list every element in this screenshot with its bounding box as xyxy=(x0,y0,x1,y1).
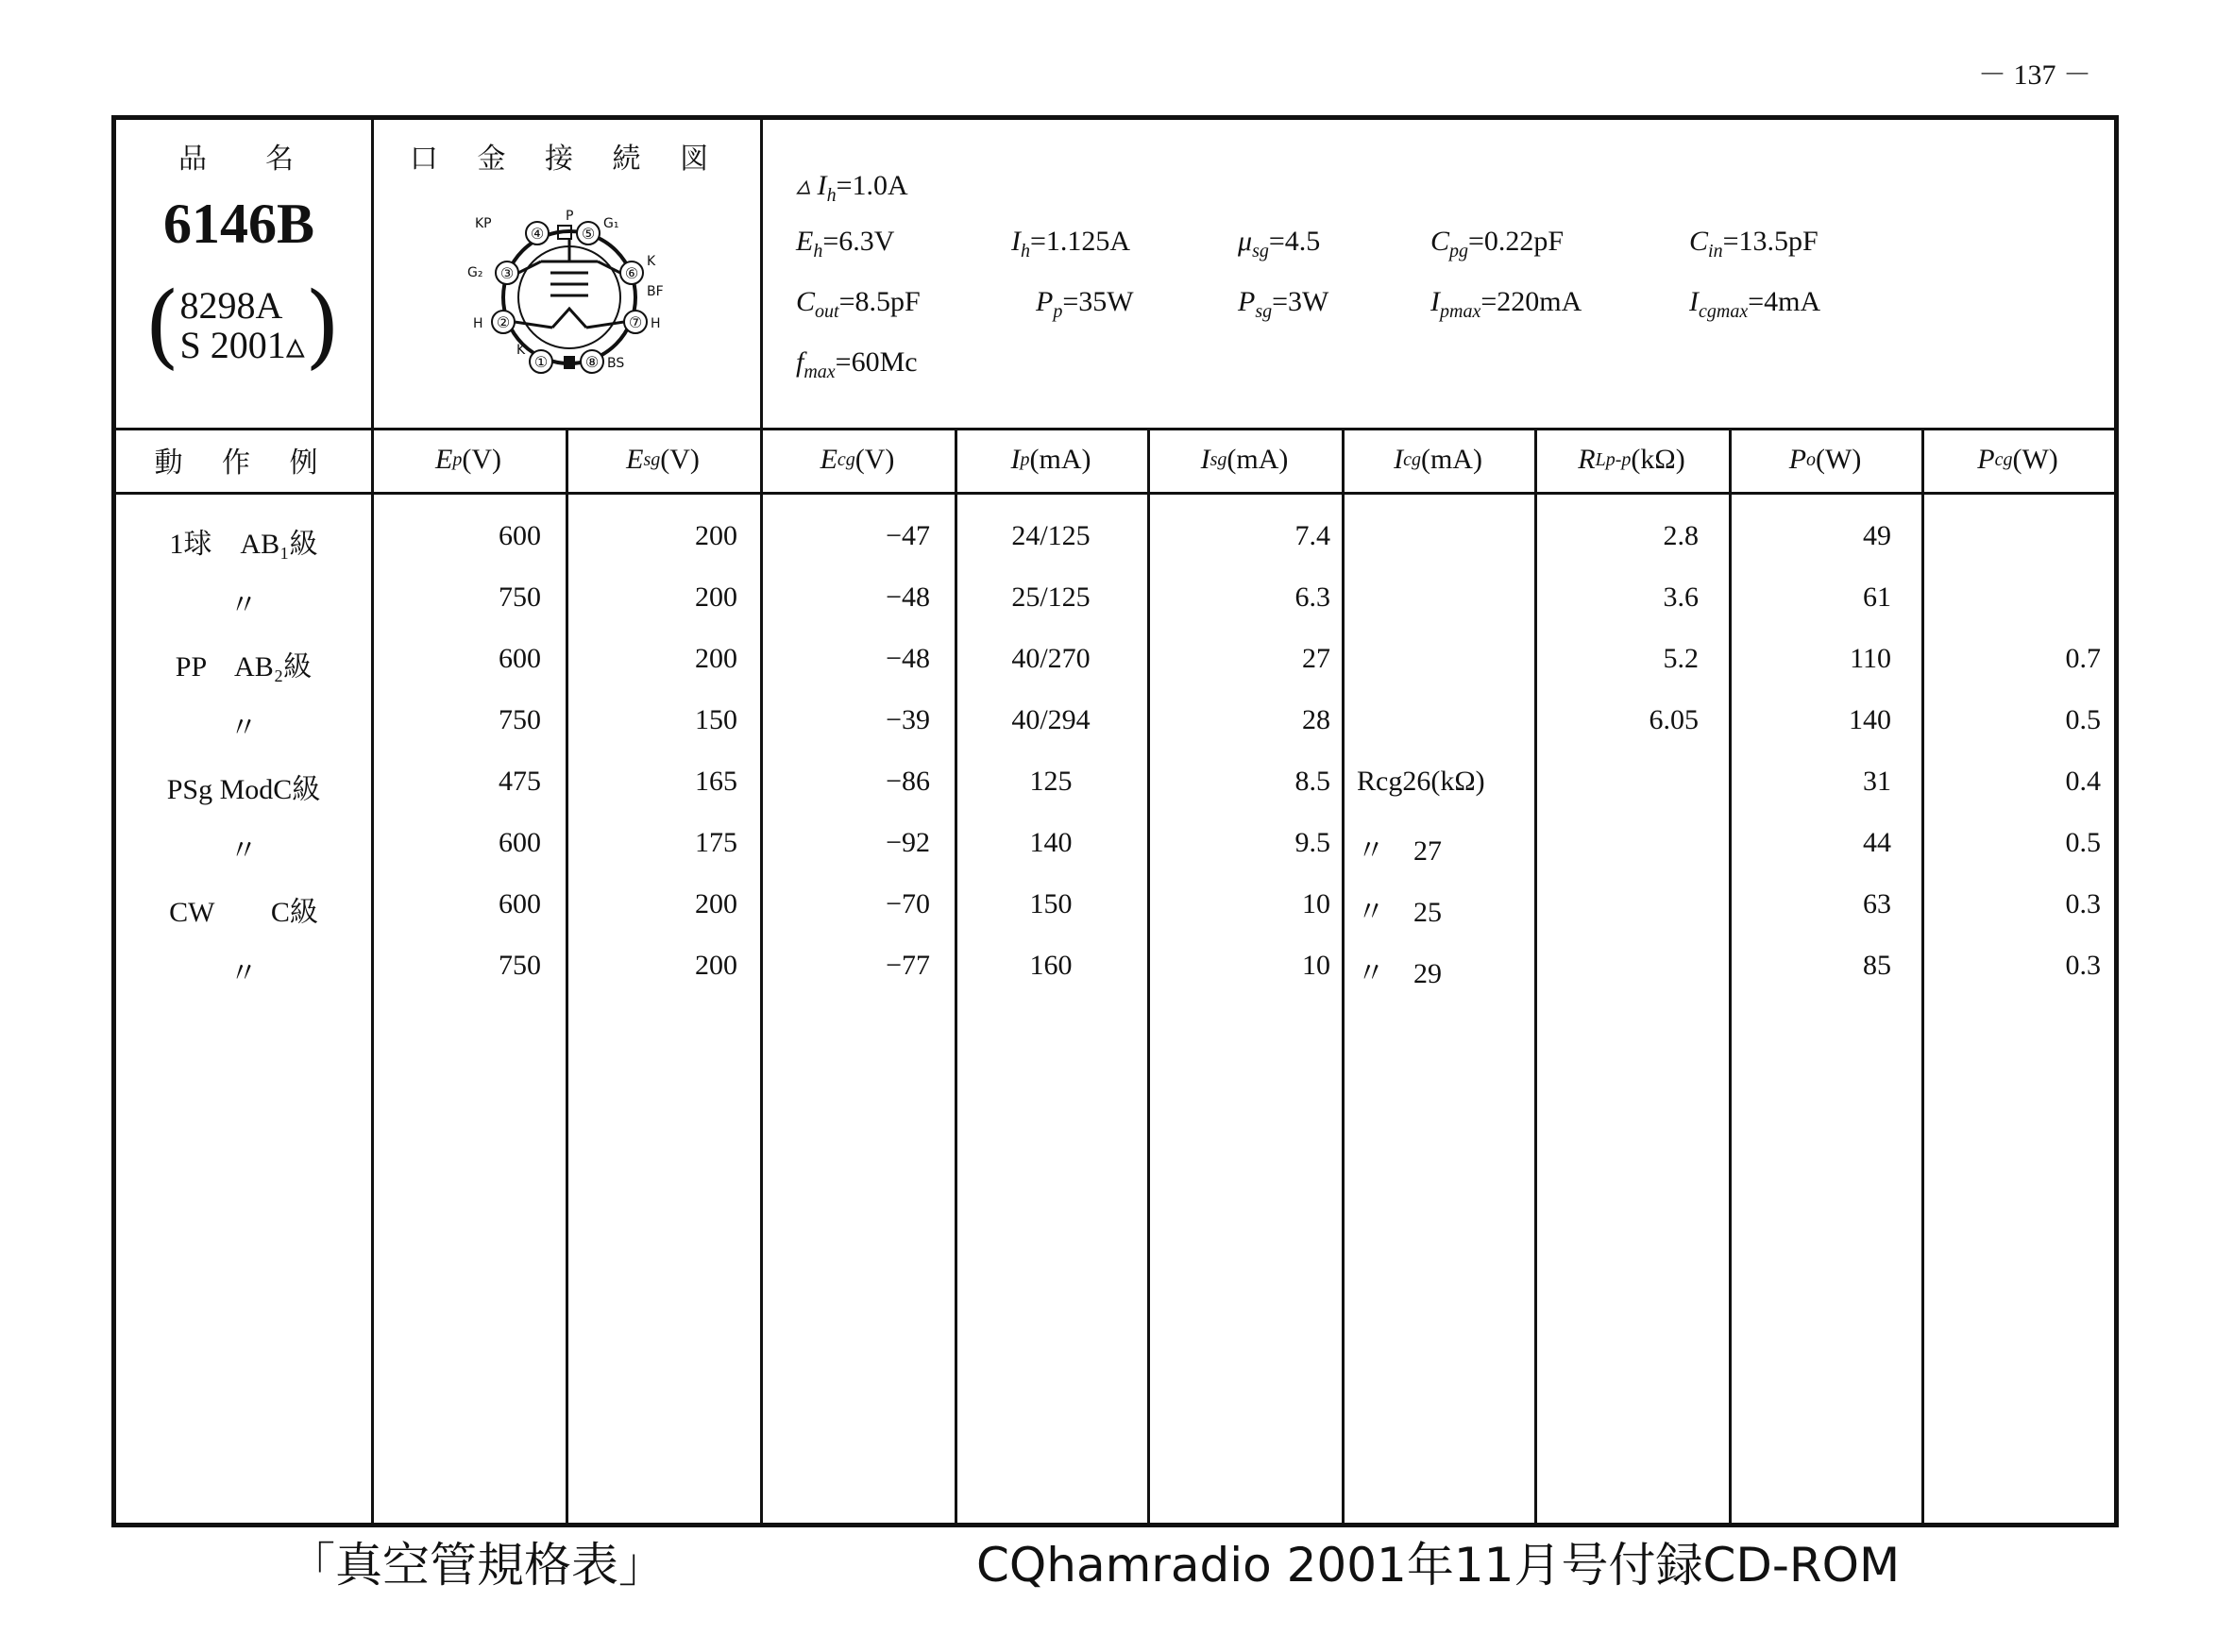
cell-esg: 200 xyxy=(695,950,737,981)
divider xyxy=(760,120,763,431)
svg-text:BS: BS xyxy=(607,356,625,371)
spec-item: $P_{sg}=3W$ xyxy=(1238,286,1329,322)
cell-ip: 40/294 xyxy=(1011,704,1091,735)
svg-text:⑧: ⑧ xyxy=(584,353,600,371)
cell-po: 140 xyxy=(1849,704,1891,735)
cell-ep: 750 xyxy=(499,950,541,981)
cell-po: 63 xyxy=(1863,888,1891,919)
column-header: R Lp-p (kΩ) xyxy=(1578,444,1685,475)
row-label: CW C級 xyxy=(169,897,318,928)
pin-diagram-label: 口 金 接 続 図 xyxy=(409,143,724,176)
divider xyxy=(116,492,2114,495)
footer-source: CQhamradio 2001年11月号付録CD-ROM xyxy=(976,1538,1901,1593)
spec-item: $I_{cgmax}=4mA$ xyxy=(1689,286,1821,322)
cell-ecg: −48 xyxy=(886,582,930,613)
page-number: － 137 － xyxy=(1978,59,2091,91)
pin-connection-diagram xyxy=(465,205,673,403)
column-header: E cg (V) xyxy=(820,444,895,475)
cell-esg: 200 xyxy=(695,888,737,919)
cell-po: 44 xyxy=(1863,827,1891,858)
cell-pcg: 0.4 xyxy=(2065,766,2101,797)
cell-isg: 27 xyxy=(1302,643,1330,674)
cell-ecg: −47 xyxy=(886,520,930,551)
row-label: 〃 xyxy=(229,713,258,744)
cell-ep: 475 xyxy=(499,766,541,797)
row-label: 〃 xyxy=(229,590,258,621)
spec-item: ▵ $I_h=1.0A$ xyxy=(796,170,908,206)
cell-ip: 150 xyxy=(1029,888,1073,919)
cell-po: 110 xyxy=(1850,643,1891,674)
cell-esg: 200 xyxy=(695,643,737,674)
cell-ip: 25/125 xyxy=(1011,582,1091,613)
cell-isg: 7.4 xyxy=(1294,520,1330,551)
svg-text:②: ② xyxy=(496,313,511,331)
cell-pcg: 0.3 xyxy=(2065,888,2101,919)
cell-rl: 6.05 xyxy=(1649,704,1699,735)
cell-icg: Rcg26(kΩ) xyxy=(1357,766,1485,797)
cell-rl: 3.6 xyxy=(1663,582,1699,613)
cell-po: 61 xyxy=(1863,582,1891,613)
svg-text:G₂: G₂ xyxy=(467,265,483,280)
row-label: 〃 xyxy=(229,958,258,989)
tube-name: 6146B xyxy=(163,192,315,255)
equivalent-1: 8298A xyxy=(179,284,283,327)
footer-title: 「真空管規格表」 xyxy=(288,1538,666,1593)
cell-rl: 5.2 xyxy=(1663,643,1699,674)
equivalents: ( 8298A S 2001▵ ) xyxy=(144,273,341,379)
cell-ecg: −77 xyxy=(886,950,930,981)
cell-icg: 〃 29 xyxy=(1357,958,1442,989)
cell-isg: 28 xyxy=(1302,704,1330,735)
operation-examples-label: 動 作 例 xyxy=(154,447,333,480)
cell-pcg: 0.7 xyxy=(2065,643,2101,674)
cell-ip: 40/270 xyxy=(1011,643,1091,674)
column-header: E sg (V) xyxy=(626,444,700,475)
spec-sheet xyxy=(111,115,2119,1527)
svg-text:P: P xyxy=(566,209,574,224)
svg-text:KP: KP xyxy=(475,216,492,231)
divider xyxy=(1342,428,1345,1523)
cell-ep: 600 xyxy=(499,888,541,919)
spec-item: $\mu_{sg}=4.5$ xyxy=(1238,226,1321,261)
cell-po: 49 xyxy=(1863,520,1891,551)
spec-item: $C_{pg}=0.22pF$ xyxy=(1430,226,1565,261)
spec-item: $I_h=1.125A$ xyxy=(1011,226,1131,261)
spec-item: $f_{max}=60Mc$ xyxy=(796,346,918,382)
cell-esg: 175 xyxy=(695,827,737,858)
spec-item: $C_{out}=8.5pF$ xyxy=(796,286,921,322)
column-header: I p (mA) xyxy=(1010,444,1091,475)
divider xyxy=(371,120,374,1523)
cell-ep: 750 xyxy=(499,582,541,613)
svg-text:①: ① xyxy=(533,353,549,371)
cell-po: 85 xyxy=(1863,950,1891,981)
row-label: 1球 AB₁級 xyxy=(169,529,318,560)
cell-pcg: 0.5 xyxy=(2065,827,2101,858)
svg-text:K: K xyxy=(516,343,526,358)
svg-text:H: H xyxy=(651,316,661,331)
cell-ecg: −92 xyxy=(886,827,930,858)
product-label: 品 名 xyxy=(178,143,309,176)
spec-item: $I_{pmax}=220mA$ xyxy=(1430,286,1582,322)
cell-ecg: −70 xyxy=(886,888,930,919)
cell-esg: 200 xyxy=(695,520,737,551)
row-label: PSg ModC級 xyxy=(166,774,321,805)
svg-text:BF: BF xyxy=(647,284,664,299)
cell-icg: 〃 25 xyxy=(1357,897,1442,928)
cell-ep: 600 xyxy=(499,643,541,674)
cell-ep: 600 xyxy=(499,520,541,551)
equivalent-2: S 2001▵ xyxy=(179,324,305,366)
svg-text:G₁: G₁ xyxy=(603,216,619,231)
cell-icg: 〃 27 xyxy=(1357,835,1442,867)
cell-esg: 165 xyxy=(695,766,737,797)
svg-text:K: K xyxy=(647,254,656,269)
row-label: PP AB₂級 xyxy=(175,651,313,683)
column-header: I cg (mA) xyxy=(1394,444,1482,475)
cell-rl: 2.8 xyxy=(1663,520,1699,551)
cell-pcg: 0.5 xyxy=(2065,704,2101,735)
cell-ip: 140 xyxy=(1029,827,1073,858)
svg-text:⑤: ⑤ xyxy=(581,225,596,243)
row-label: 〃 xyxy=(229,835,258,867)
svg-text:⑥: ⑥ xyxy=(624,264,639,282)
cell-isg: 10 xyxy=(1302,888,1330,919)
cell-ip: 125 xyxy=(1029,766,1073,797)
cell-isg: 6.3 xyxy=(1294,582,1330,613)
cell-ecg: −39 xyxy=(886,704,930,735)
cell-esg: 150 xyxy=(695,704,737,735)
column-header: I sg (mA) xyxy=(1200,444,1289,475)
cell-ip: 24/125 xyxy=(1011,520,1091,551)
cell-esg: 200 xyxy=(695,582,737,613)
svg-text:③: ③ xyxy=(499,264,515,282)
cell-ecg: −48 xyxy=(886,643,930,674)
cell-isg: 8.5 xyxy=(1294,766,1330,797)
cell-isg: 10 xyxy=(1302,950,1330,981)
cell-isg: 9.5 xyxy=(1294,827,1330,858)
svg-text:④: ④ xyxy=(530,225,545,243)
cell-ip: 160 xyxy=(1029,950,1073,981)
svg-text:H: H xyxy=(473,316,483,331)
spec-item: $C_{in}=13.5pF$ xyxy=(1689,226,1819,261)
column-header: E p (V) xyxy=(435,444,501,475)
svg-text:⑦: ⑦ xyxy=(628,313,643,331)
column-header: P o (W) xyxy=(1788,444,1862,475)
cell-ep: 600 xyxy=(499,827,541,858)
spec-item: $E_h=6.3V$ xyxy=(796,226,895,261)
cell-ecg: −86 xyxy=(886,766,930,797)
cell-ep: 750 xyxy=(499,704,541,735)
cell-po: 31 xyxy=(1863,766,1891,797)
column-header: P cg (W) xyxy=(1977,444,2058,475)
cell-pcg: 0.3 xyxy=(2065,950,2101,981)
spec-item: $P_p=35W$ xyxy=(1036,286,1134,322)
